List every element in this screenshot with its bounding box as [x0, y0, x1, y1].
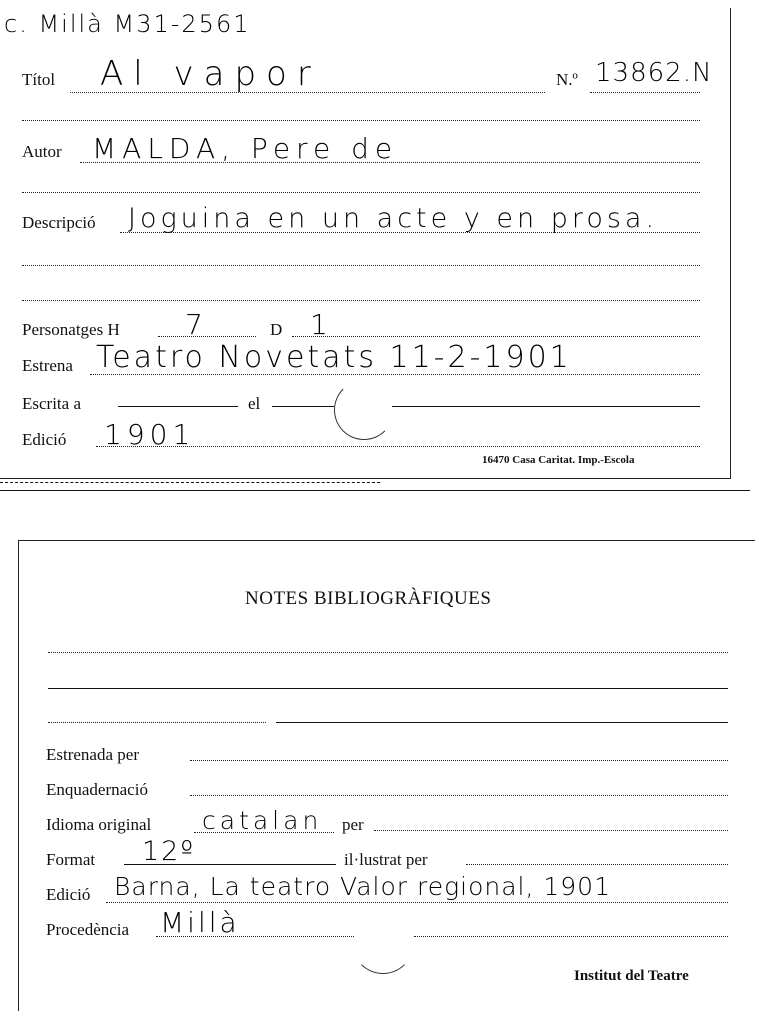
titol-value: Al vapor: [100, 54, 321, 94]
personatges-label: Personatges H: [22, 320, 120, 339]
personatges-h-value: 7: [185, 308, 205, 341]
line-rule-3: [22, 265, 700, 266]
edicio-rule-front: [96, 446, 700, 447]
enquadernacio-rule: [190, 795, 728, 796]
estrena-rule: [90, 374, 700, 375]
edicio-value-front: 1901: [104, 418, 196, 451]
edicio-rule-back: [106, 902, 728, 903]
edicio-label-back: Edició: [46, 885, 91, 904]
numero-rule: [590, 92, 700, 93]
format-value: 12º: [142, 836, 196, 867]
procedencia-value: Millà: [160, 906, 240, 939]
format-label: Format: [46, 850, 96, 869]
idioma-rule: [194, 832, 334, 833]
descripcio-value: Joguina en un acte y en prosa.: [128, 203, 659, 234]
procedencia-rule-right: [414, 936, 728, 937]
el-label: el: [248, 394, 261, 413]
format-rule: [124, 864, 336, 865]
front-bottom-edge: [0, 482, 380, 483]
d-label: D: [270, 320, 283, 339]
autor-value: MALDA, Pere de: [92, 132, 399, 165]
escrita-rule: [118, 406, 238, 407]
illustrat-label: il·lustrat per: [344, 850, 428, 869]
enquadernacio-label: Enquadernació: [46, 780, 148, 799]
autor-rule: [80, 162, 700, 163]
notes-rule-3a: [48, 722, 266, 723]
estrenada-label: Estrenada per: [46, 745, 139, 764]
personatges-d-value: 1: [310, 308, 330, 341]
separator-line: [0, 490, 750, 491]
edicio-value-back: Barna, La teatro Valor regional, 1901: [114, 872, 611, 901]
illustrat-rule: [466, 864, 728, 865]
personatges-h-rule: [158, 336, 256, 337]
idioma-value: catalan: [202, 806, 323, 835]
notes-heading: NOTES BIBLIOGRÀFIQUES: [245, 588, 492, 609]
procedencia-label: Procedència: [46, 920, 130, 939]
punch-hole-front: [334, 380, 394, 440]
idioma-per-rule: [374, 830, 728, 831]
el-rule-left: [272, 406, 334, 407]
titol-rule: [70, 92, 545, 93]
el-rule-right: [392, 406, 700, 407]
escrita-label: Escrita a: [22, 394, 81, 413]
notes-rule-2: [48, 688, 728, 689]
idioma-label: Idioma original: [46, 815, 152, 834]
autor-label: Autor: [22, 142, 62, 161]
edicio-label-front: Edició: [22, 430, 67, 449]
institution-name: Institut del Teatre: [574, 968, 689, 984]
descripcio-rule: [120, 232, 700, 233]
descripcio-label: Descripció: [22, 213, 96, 232]
titol-label: Títol: [22, 70, 56, 89]
notes-rule-3b: [276, 722, 728, 723]
personatges-d-rule: [292, 336, 700, 337]
numero-label: N.º: [556, 70, 578, 89]
line-rule-2: [22, 192, 700, 193]
notes-rule-1: [48, 652, 728, 653]
call-number: c. Millà M31-2561: [4, 10, 251, 38]
printer-imprint: 16470 Casa Caritat. Imp.-Escola: [482, 454, 635, 466]
estrenada-rule: [190, 760, 728, 761]
procedencia-rule-left: [156, 936, 354, 937]
estrena-value: Teatro Novetats 11-2-1901: [96, 340, 572, 375]
line-rule-1: [22, 120, 700, 121]
line-rule-4: [22, 300, 700, 301]
numero-value: 13862.N: [595, 58, 713, 88]
estrena-label: Estrena: [22, 356, 73, 375]
punch-hole-back: [352, 912, 414, 974]
idioma-per-label: per: [342, 815, 364, 834]
